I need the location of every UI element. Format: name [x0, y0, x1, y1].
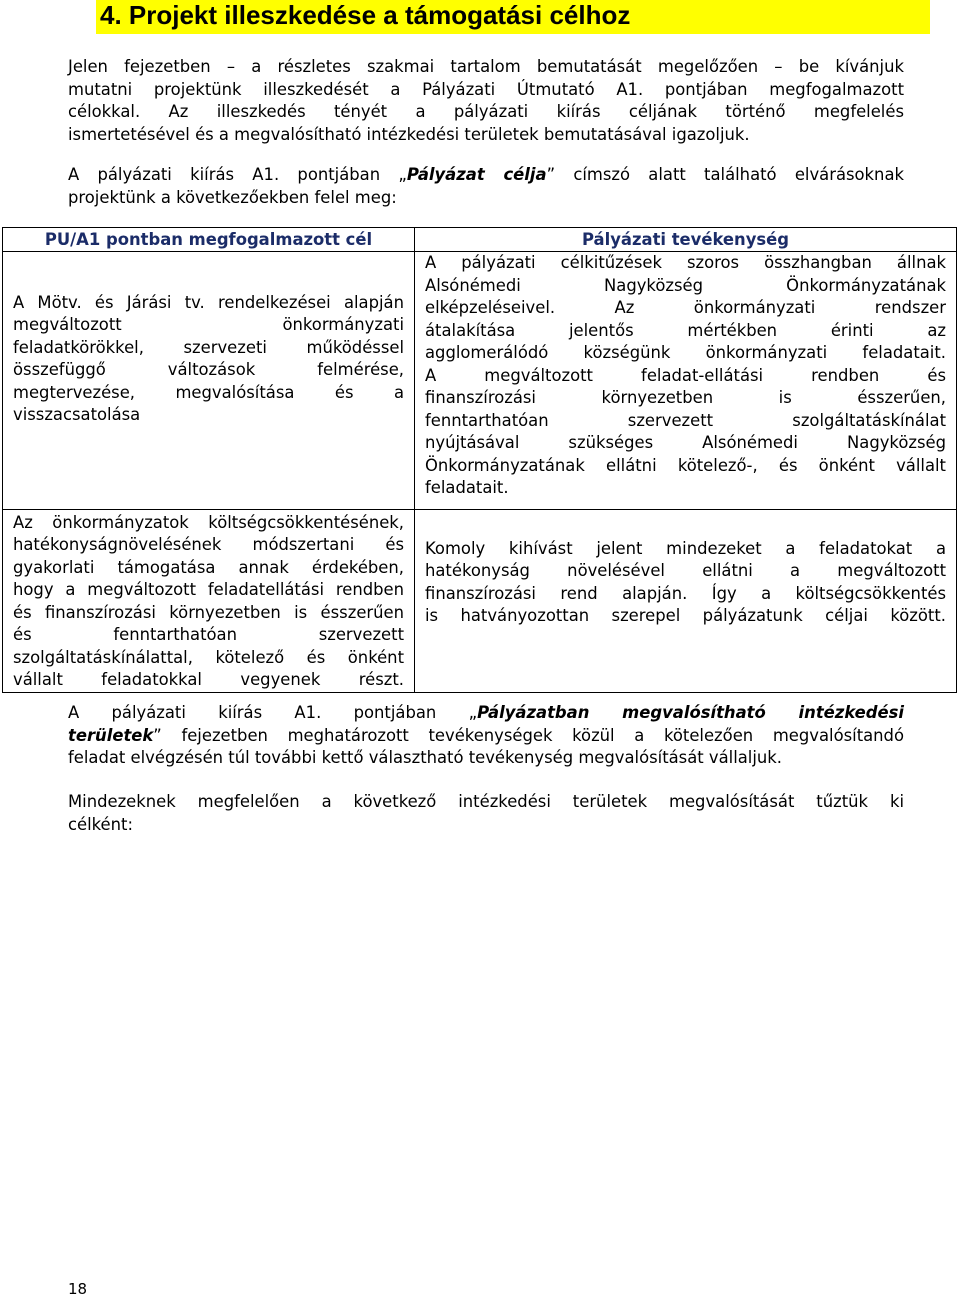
cell-line: A pályázati célkitűzések szoros összhangban állnak — [425, 253, 946, 272]
goal-text-after: ” címszó alatt található elvárásoknak — [546, 165, 904, 184]
goals-table — [2, 227, 957, 693]
measures-text-after: ” fejezetben meghatározott tevékenységek közül a kötelezően megvalósítandó — [153, 725, 904, 745]
cell-line: fenntarthatóan szervezett szolgáltatáskínálat — [425, 410, 946, 430]
cell-line: megtervezése, megvalósítása és a — [13, 382, 404, 402]
section-heading: 4. Projekt illeszkedése a támogatási célhoz — [96, 0, 930, 34]
measures-text-before: A pályázati kiírás A1. pontjában „ — [68, 703, 478, 722]
cell-line: összefüggő változások felmérése, — [13, 360, 404, 380]
cell-line: hatékonyságnövelésének módszertani és — [13, 535, 404, 554]
intro-line: ismertetésével és a megvalósítható intézkedési területek bemutatásával igazoljuk. — [68, 124, 750, 144]
measures-line: feladat elvégzésén túl további kettő választható tevékenység megvalósítását vállaljuk. — [68, 748, 782, 767]
intro-line: célokkal. Az illeszkedés tényét a pályázati kiírás céljának történő megfelelés — [68, 102, 904, 121]
cell-line: A Mötv. és Járási tv. rendelkezései alapján — [13, 292, 404, 312]
intro-paragraph — [68, 56, 904, 146]
cell-line: finanszírozási rend alapján. Így a költségcsökkentés — [425, 583, 946, 603]
cell-line: szolgáltatáskínálattal, kötelező és önként — [13, 647, 404, 667]
cell-line: A megváltozott feladat-ellátási rendben és — [425, 365, 946, 385]
table-header-goal: PU/A1 pontban megfogalmazott cél — [3, 228, 415, 252]
cell-line: Az önkormányzatok költségcsökkentésének, — [13, 512, 404, 532]
conclusion-paragraph — [68, 791, 904, 836]
cell-line: nyújtásával szükséges Alsónémedi Nagyközség — [425, 433, 946, 452]
goal-line: projektünk a következőekben felel meg: — [68, 187, 397, 207]
table-cell-activity — [415, 252, 957, 510]
table-row — [3, 509, 957, 692]
cell-line: feladatkörökkel, szervezeti működéssel — [13, 337, 404, 357]
cell-line: vállalt feladatokkal vegyenek részt. — [13, 670, 404, 689]
goal-emphasis: Pályázat célja — [406, 165, 547, 184]
intro-line: mutatni projektünk illeszkedését a Pályázati Útmutató A1. pontjában megfogalmazott — [68, 79, 904, 99]
table-row — [3, 252, 957, 510]
cell-line: visszacsatolása — [13, 405, 141, 425]
goal-line — [68, 164, 904, 187]
cell-line: agglomerálódó községünk önkormányzati feladatait. — [425, 343, 946, 362]
goal-text-before: A pályázati kiírás A1. pontjában „ — [68, 165, 407, 184]
cell-line: átalakítása jelentős mértékben érinti az — [425, 320, 946, 340]
measures-emphasis: Pályázatban megvalósítható intézkedési — [477, 703, 904, 722]
measures-emphasis: területek — [68, 725, 154, 745]
conclusion-line: Mindezeknek megfelelően a következő intézkedési területek megvalósítását tűztük ki — [68, 792, 904, 811]
goal-paragraph — [68, 164, 904, 209]
intro-line: Jelen fejezetben – a részletes szakmai tartalom bemutatását megelőzően – be kívánjuk — [68, 57, 904, 76]
cell-line: megváltozott önkormányzati — [13, 315, 404, 335]
cell-line: is hatványozottan szerepel pályázatunk céljai között. — [425, 606, 946, 625]
table-cell-goal — [3, 252, 415, 510]
table-header-activity: Pályázati tevékenység — [415, 228, 957, 252]
cell-line: Komoly kihívást jelent mindezeket a feladatokat a — [425, 538, 946, 558]
cell-line: gyakorlati támogatása annak érdekében, — [13, 557, 404, 577]
table-cell-activity — [415, 509, 957, 692]
page-number: 18 — [68, 1280, 88, 1298]
cell-line: feladatait. — [425, 478, 509, 497]
cell-line: és fenntarthatóan szervezett — [13, 625, 404, 644]
measures-line — [68, 702, 904, 725]
cell-line: Önkormányzatának ellátni kötelező-, és önként vállalt — [425, 455, 946, 475]
cell-line: Alsónémedi Nagyközség Önkormányzatának — [425, 275, 946, 295]
measures-paragraph — [68, 702, 904, 770]
table-header-row — [3, 228, 957, 252]
cell-line: és finanszírozási környezetben is ésszerűen — [13, 602, 404, 622]
cell-line: hatékonyság növelésével ellátni a megváltozott — [425, 561, 946, 580]
measures-line — [68, 725, 904, 748]
cell-line: hogy a megváltozott feladatellátási rendben — [13, 580, 404, 599]
conclusion-line: célként: — [68, 814, 133, 834]
table-cell-goal — [3, 509, 415, 692]
cell-line: elképzeléseivel. Az önkormányzati rendszer — [425, 298, 946, 317]
cell-line: finanszírozási környezetben is ésszerűen, — [425, 388, 946, 407]
